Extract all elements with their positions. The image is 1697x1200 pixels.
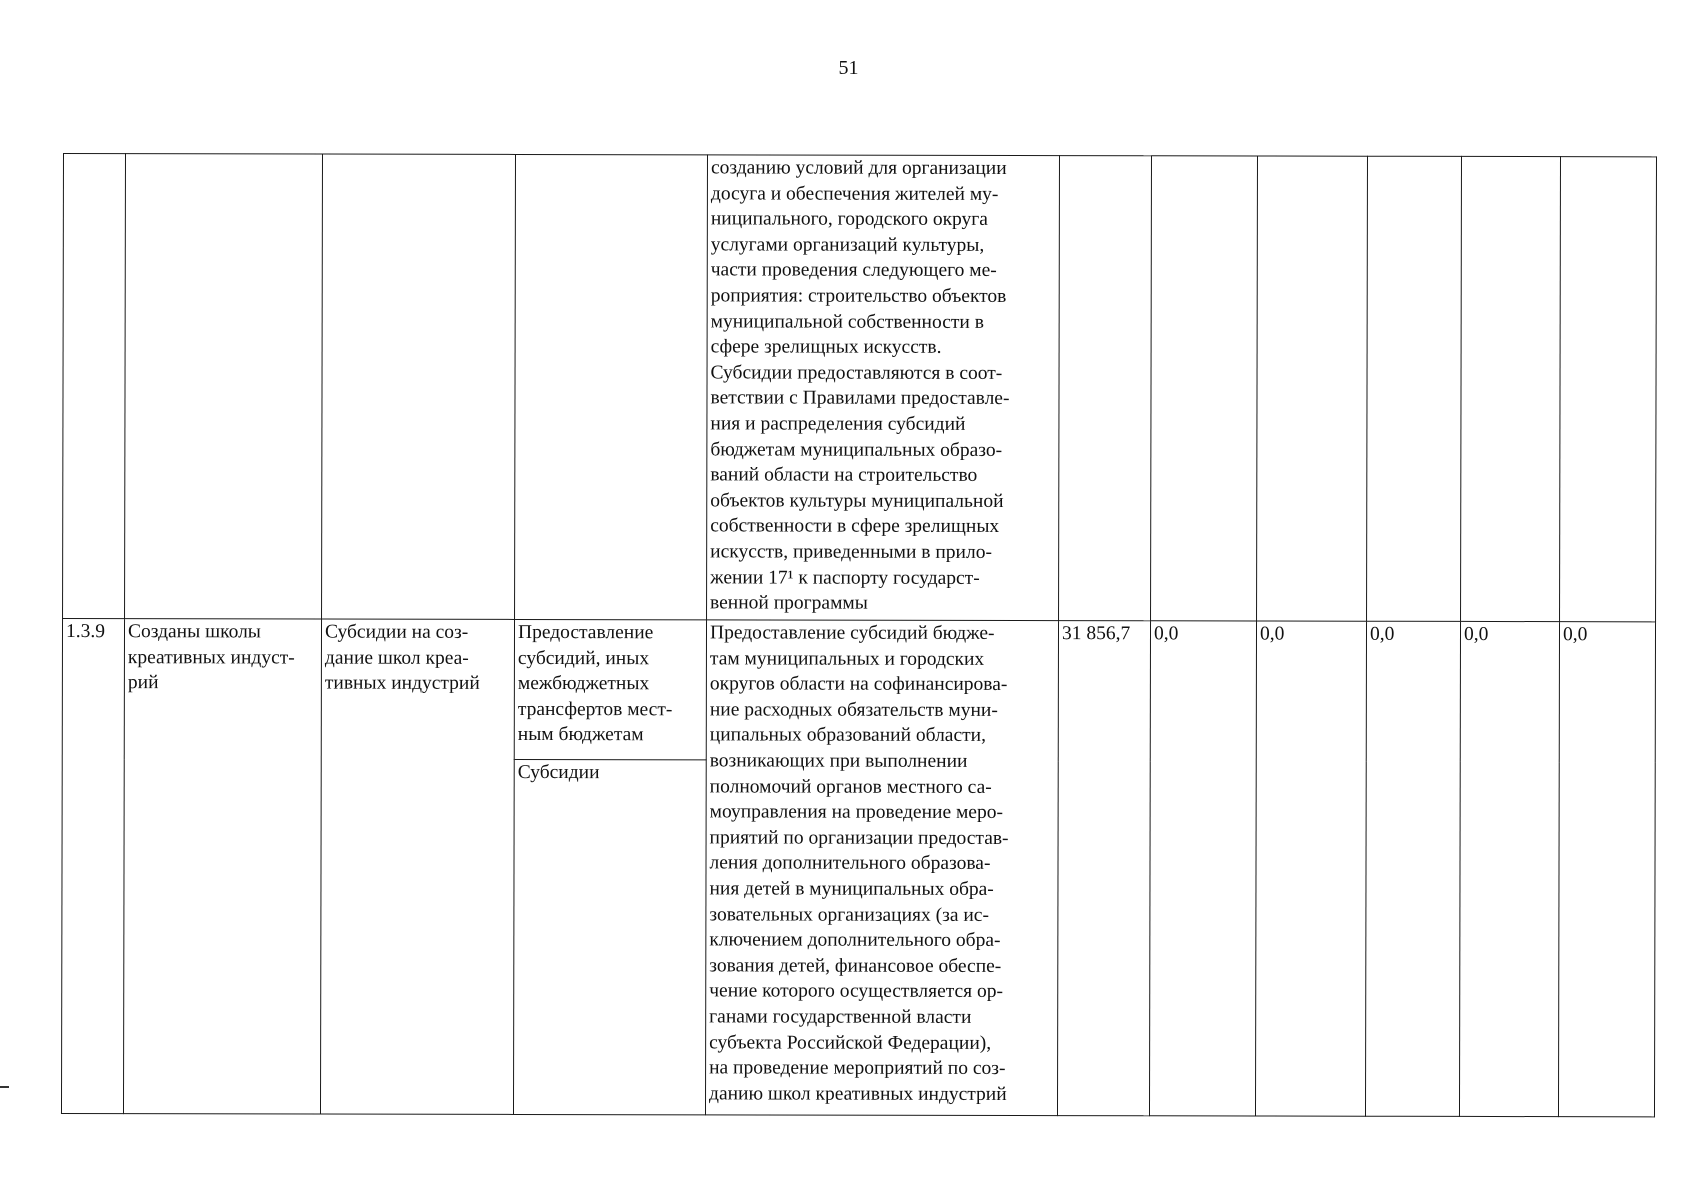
measures-table — [61, 153, 1657, 1117]
cell-value-empty — [1367, 156, 1462, 621]
table-row-1-3-9 — [62, 619, 1655, 762]
cell-type-bottom: Субсидии — [513, 759, 706, 1114]
cell-result: Созданы школы креативных индуст- рий — [123, 619, 321, 1114]
cell-value-empty — [1461, 156, 1561, 621]
cell-number-empty — [63, 154, 126, 619]
cell-description: Предоставление субсидий бюдже- там муниципальных и городских округов области на софинансирова- ние расходных обязательств муни- ципальных образований области, возникающих при выполнении полномочий органов местного са- моуправления на проведение меро- приятий по организации предостав- ления дополнительного образова- ния детей в муниципальных обра- зовательных организациях (за ис- ключением дополнительного обра- зования детей, финансовое обеспе- чение которого осуществляется ор- ганами государственной власти субъекта Российской Федерации), на проведение мероприятий по соз- данию школ креативных индустрий — [705, 620, 1058, 1116]
cell-result-empty — [125, 154, 323, 619]
cell-value-empty — [1151, 156, 1258, 621]
cell-value-empty — [1059, 156, 1152, 621]
cell-value-empty — [1257, 156, 1368, 621]
cell-type-top: Предоставление субсидий, иных межбюджетных трансфертов мест- ным бюджетам — [514, 619, 706, 759]
page-number: 51 — [838, 57, 859, 79]
cell-measure: Субсидии на соз- дание школ креа- тивных индустрий — [320, 619, 514, 1114]
cell-value: 0,0 — [1365, 621, 1460, 1116]
table-row-continued — [63, 154, 1657, 622]
cell-measure-empty — [322, 154, 516, 619]
cell-value-empty — [1560, 157, 1657, 622]
cell-number: 1.3.9 — [61, 619, 124, 1114]
table-container — [61, 153, 1656, 1117]
cell-description-continued: созданию условий для организации досуга и обеспечения жителей му- ниципального, городского округа услугами организаций культуры, части проведения следующего ме- роприятия: строительство объектов муниципальной собственности в сфере зрелищных искусств. Субсидии предоставляются в соот- ветствии с Правилами предоставле- ния и распределения субсидий бюджетам муниципальных образо- ваний области на строительство объектов культуры муниципальной собственности в сфере зрелищных искусств, приведенными в прило- жении 17¹ к паспорту государст- венной программы — [707, 155, 1060, 621]
scan-margin-mark — [0, 1086, 9, 1088]
cell-value-total: 31 856,7 — [1057, 621, 1150, 1116]
cell-value: 0,0 — [1459, 621, 1559, 1116]
cell-value: 0,0 — [1558, 622, 1655, 1117]
cell-value: 0,0 — [1149, 621, 1256, 1116]
cell-value: 0,0 — [1255, 621, 1366, 1116]
cell-type-empty — [515, 154, 708, 619]
